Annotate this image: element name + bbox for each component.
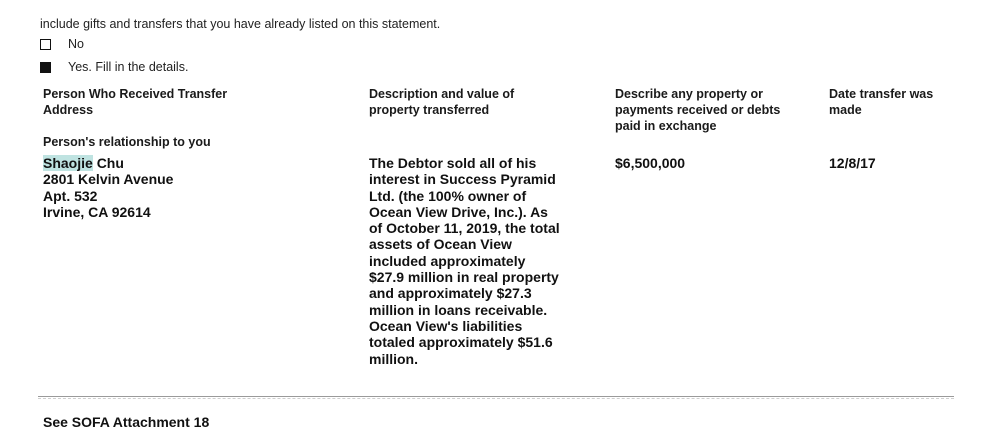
description-line: million. xyxy=(369,350,418,367)
header-date-line2: made xyxy=(829,103,862,117)
header-relationship: Person's relationship to you xyxy=(43,135,211,149)
description-line: included approximately xyxy=(369,252,526,269)
attachment-note: See SOFA Attachment 18 xyxy=(43,414,210,430)
no-checkbox[interactable] xyxy=(40,39,51,50)
description-line: Ocean View Drive, Inc.). As xyxy=(369,203,548,220)
description-line: million in loans receivable. xyxy=(369,301,548,318)
recipient-address-line2: Apt. 532 xyxy=(43,187,98,204)
description-line: totaled approximately $51.6 xyxy=(369,334,553,351)
header-description-line2: property transferred xyxy=(369,103,490,117)
yes-checkbox[interactable] xyxy=(40,62,51,73)
section-divider xyxy=(38,396,954,397)
intro-text: include gifts and transfers that you have already listed on this statement. xyxy=(40,17,441,31)
header-exchange-line2: payments received or debts xyxy=(615,103,781,117)
option-no[interactable] xyxy=(40,37,84,51)
recipient-address-line1: 2801 Kelvin Avenue xyxy=(43,171,174,188)
no-label: No xyxy=(68,37,84,51)
description-line: and approximately $27.3 xyxy=(369,285,532,302)
description-line: of October 11, 2019, the total xyxy=(369,220,560,237)
recipient-block xyxy=(43,155,173,220)
recipient-first-name: Shaojie xyxy=(43,155,93,171)
recipient-name xyxy=(43,155,173,171)
description-line: Ltd. (the 100% owner of xyxy=(369,187,527,204)
description-line: The Debtor sold all of his xyxy=(369,155,537,171)
description-line: $27.9 million in real property xyxy=(369,269,559,286)
section-divider-shadow xyxy=(38,398,954,399)
transfer-date: 12/8/17 xyxy=(829,155,876,171)
description-line: Ocean View's liabilities xyxy=(369,317,523,334)
description-line: interest in Success Pyramid xyxy=(369,171,556,188)
header-description-line1: Description and value of xyxy=(369,87,515,101)
header-description xyxy=(369,86,514,118)
description-block xyxy=(369,155,560,367)
header-person-line1: Person Who Received Transfer xyxy=(43,87,228,101)
header-exchange xyxy=(615,86,780,134)
recipient-address-line3: Irvine, CA 92614 xyxy=(43,203,151,220)
recipient-last-name: Chu xyxy=(96,155,124,171)
header-exchange-line1: Describe any property or xyxy=(615,87,763,101)
option-yes[interactable] xyxy=(40,60,188,74)
header-person-line2: Address xyxy=(43,103,94,117)
header-date-line1: Date transfer was xyxy=(829,87,934,101)
header-date xyxy=(829,86,933,118)
exchange-amount: $6,500,000 xyxy=(615,155,686,171)
yes-label: Yes. Fill in the details. xyxy=(68,60,189,74)
header-exchange-line3: paid in exchange xyxy=(615,119,717,133)
description-line: assets of Ocean View xyxy=(369,236,512,253)
header-person xyxy=(43,86,227,118)
